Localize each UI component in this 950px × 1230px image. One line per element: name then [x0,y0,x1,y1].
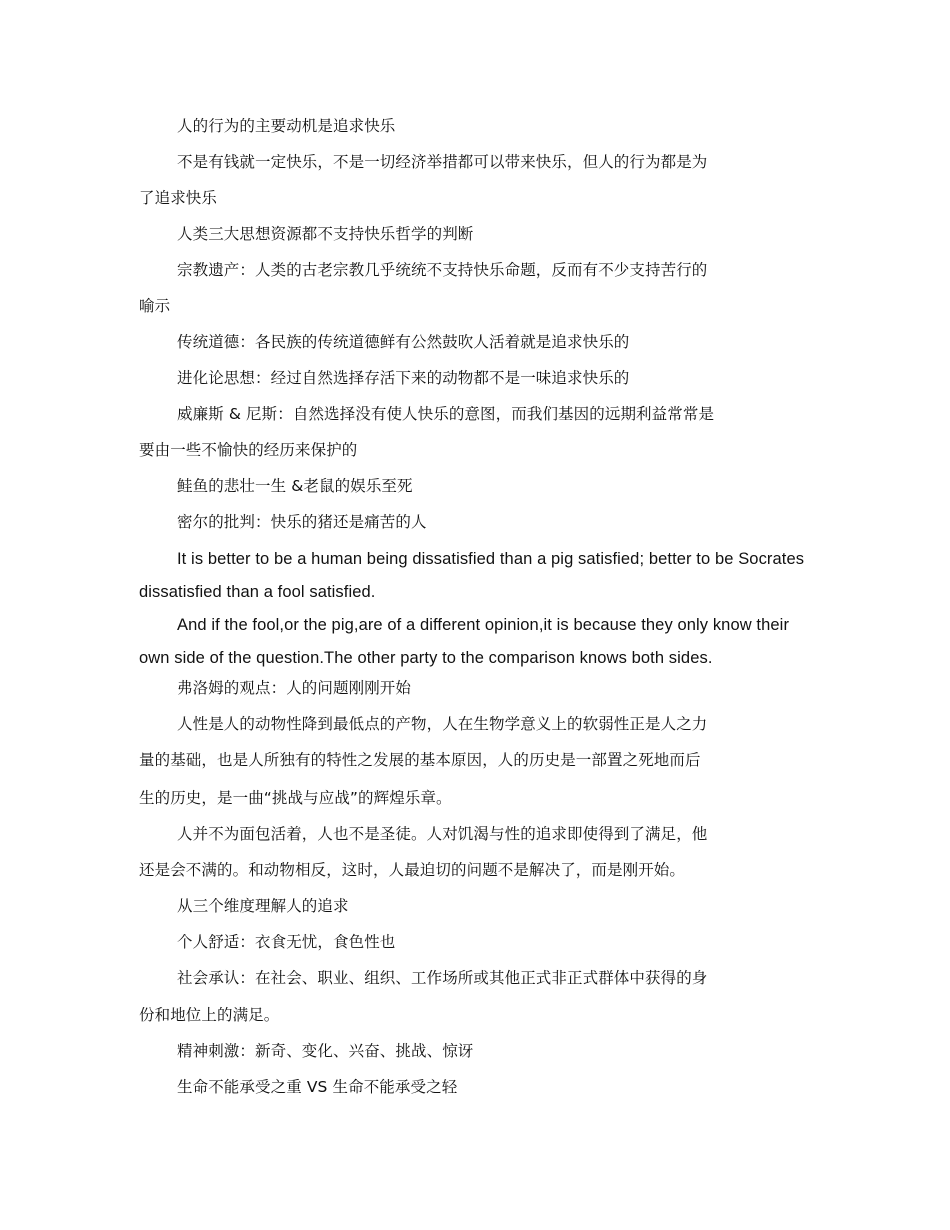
heading-fromm-view: 弗洛姆的观点：人的问题刚刚开始 [177,679,412,697]
heading-main-motivation: 人的行为的主要动机是追求快乐 [177,117,396,135]
paragraph-line: 生的历史，是一曲“挑战与应战”的辉煌乐章。 [139,789,452,807]
paragraph-line: 精神刺激：新奇、变化、兴奋、挑战、惊讶 [177,1042,474,1060]
paragraph-line: 了追求快乐 [139,189,218,207]
paragraph-line: 量的基础，也是人所独有的特性之发展的基本原因，人的历史是一部置之死地而后 [139,751,701,769]
quote-line: And if the fool,or the pig,are of a different opinion,it is because they only know their [177,616,790,634]
paragraph-line: 社会承认：在社会、职业、组织、工作场所或其他正式非正式群体中获得的身 [177,969,708,987]
paragraph-line: 传统道德：各民族的传统道德鲜有公然鼓吹人活着就是追求快乐的 [177,333,630,351]
paragraph-line: 进化论思想：经过自然选择存活下来的动物都不是一味追求快乐的 [177,369,630,387]
paragraph-line: 个人舒适：衣食无忧，食色性也 [177,933,396,951]
paragraph-line: 鲑鱼的悲壮一生 &老鼠的娱乐至死 [177,477,413,495]
paragraph-line: 人性是人的动物性降到最低点的产物，人在生物学意义上的软弱性正是人之力 [177,715,708,733]
paragraph-line: 不是有钱就一定快乐，不是一切经济举措都可以带来快乐，但人的行为都是为 [177,153,708,171]
closing-line: 生命不能承受之重 VS 生命不能承受之轻 [177,1078,458,1096]
heading-three-resources: 人类三大思想资源都不支持快乐哲学的判断 [177,225,474,243]
quote-line: It is better to be a human being dissatisfied than a pig satisfied; better to be Socrates [177,550,805,568]
heading-three-dimensions: 从三个维度理解人的追求 [177,897,349,915]
paragraph-line: 要由一些不愉快的经历来保护的 [139,441,358,459]
paragraph-line: 威廉斯 & 尼斯：自然选择没有使人快乐的意图，而我们基因的远期利益常常是 [177,405,715,423]
heading-mill-critique: 密尔的批判：快乐的猪还是痛苦的人 [177,513,427,531]
paragraph-line: 喻示 [139,297,171,315]
paragraph-line: 还是会不满的。和动物相反，这时，人最迫切的问题不是解决了，而是刚开始。 [139,861,686,879]
paragraph-line: 人并不为面包活着，人也不是圣徒。人对饥渴与性的追求即使得到了满足，他 [177,825,708,843]
quote-line: own side of the question.The other party to the comparison knows both sides. [139,649,713,667]
paragraph-line: 宗教遗产：人类的古老宗教几乎统统不支持快乐命题，反而有不少支持苦行的 [177,261,708,279]
paragraph-line: 份和地位上的满足。 [139,1006,280,1024]
quote-line: dissatisfied than a fool satisfied. [139,583,376,601]
